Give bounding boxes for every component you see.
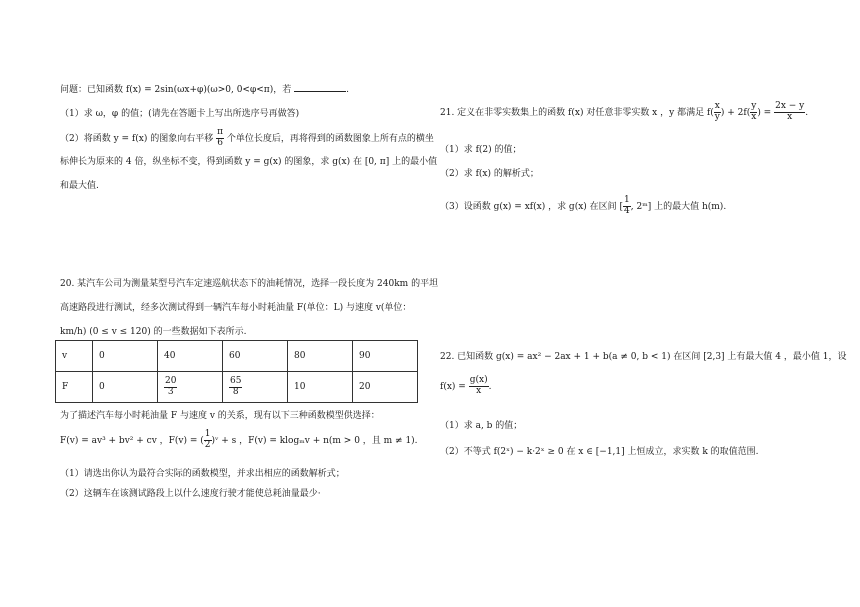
question-intro-end: . — [346, 85, 349, 95]
table-cell — [223, 372, 288, 403]
one-quarter-fraction — [623, 196, 631, 217]
q20-models — [60, 430, 418, 451]
fraction — [164, 377, 177, 398]
table-row — [56, 341, 418, 372]
table-cell: v — [56, 341, 93, 372]
one-half-fraction — [204, 430, 212, 451]
part2-text-b: 个单位长度后，再将得到的函数图象上所有点的横坐 — [226, 133, 434, 144]
models-text-b: )ᵛ + s ，F(v) = klogₘv + n(m > 0 ，且 m ≠ 1). — [211, 435, 418, 446]
q20-sub2: （2）这辆车在该测试路段上以什么速度行驶才能使总耗油量最少· — [60, 489, 321, 499]
table-row — [56, 372, 418, 403]
frac-denominator: 2 — [204, 439, 211, 450]
q20-sub1: （1）请选出你认为最符合实际的函数模型，并求出相应的函数解析式； — [60, 469, 345, 479]
question-part2-line2: 标伸长为原来的 4 倍，纵坐标不变，得到函数 y = g(x) 的图象，求 g(x) 在 [0, π] 上的最小值 — [60, 157, 438, 167]
frac-numerator: y — [751, 101, 757, 111]
fraction — [714, 102, 721, 123]
frac-numerator: 1 — [204, 429, 211, 439]
frac-numerator: x — [714, 101, 720, 111]
q21-sub3 — [440, 196, 726, 217]
table-cell — [158, 372, 223, 403]
question-part2 — [60, 128, 434, 149]
answer-blank — [294, 82, 346, 92]
frac-numerator: g(x) — [469, 375, 488, 385]
q22-end: . — [488, 381, 492, 392]
q22-text-a: f(x) = — [440, 381, 466, 392]
frac-denominator: x — [787, 111, 793, 122]
question-part2-line3: 和最大值. — [60, 181, 99, 191]
frac-numerator: 65 — [230, 375, 242, 386]
q22-sub1: （1）求 a, b 的值； — [440, 421, 523, 431]
q21-sub2: （2）求 f(x) 的解析式； — [440, 169, 539, 179]
q21-statement — [440, 102, 808, 123]
table-cell: 10 — [288, 372, 353, 403]
question-part1: （1）求 ω，φ 的值；(请先在答题卡上写出所选序号再做答) — [60, 109, 300, 119]
fraction — [469, 376, 489, 397]
q21-end: . — [805, 107, 809, 118]
frac-numerator: 20 — [165, 375, 177, 386]
q21-sub3-text-a: （3）设函数 g(x) = xf(x) ，求 g(x) 在区间 [ — [440, 201, 624, 212]
part2-text-a: （2）将函数 y = f(x) 的图象向右平移 — [60, 133, 214, 144]
table-cell: F — [56, 372, 93, 403]
q21-text-b: ) + 2f( — [720, 107, 751, 118]
q21-sub1: （1）求 f(2) 的值； — [440, 145, 522, 155]
q20-line2: 高速路段进行测试，经多次测试得到一辆汽车每小时耗油量 F(单位：L) 与速度 v(单位： — [60, 303, 412, 313]
q22-sub2: （2）不等式 f(2ˣ) − k·2ˣ ≥ 0 在 x ∈ [−1,1] 上恒成立，求实数 k 的取值范围. — [440, 447, 759, 457]
q20-line3: km/h) (0 ≤ v ≤ 120) 的一些数据如下表所示. — [60, 327, 247, 337]
q20-line1: 20. 某汽车公司为测量某型号汽车定速巡航状态下的油耗情况，选择一段长度为 240km 的平坦 — [60, 279, 439, 289]
fraction — [774, 102, 805, 123]
q22-line2 — [440, 376, 491, 397]
table-cell: 0 — [93, 372, 158, 403]
table-cell: 80 — [288, 341, 353, 372]
frac-denominator: x — [476, 385, 482, 396]
table-cell: 90 — [353, 341, 418, 372]
frac-denominator: y — [714, 111, 720, 122]
table-cell: 40 — [158, 341, 223, 372]
frac-denominator: 6 — [217, 137, 223, 148]
frac-denominator: 8 — [232, 386, 239, 397]
q21-text-c: ) = — [757, 107, 772, 118]
frac-denominator: 3 — [167, 386, 174, 397]
table-cell: 0 — [93, 341, 158, 372]
question-intro — [60, 82, 349, 95]
pi-over-6-fraction — [216, 128, 224, 149]
q21-text-a: 21. 定义在非零实数集上的函数 f(x) 对任意非零实数 x ，y 都满足 f( — [440, 107, 714, 118]
table-cell: 60 — [223, 341, 288, 372]
frac-denominator: 4 — [624, 205, 630, 216]
fraction — [229, 377, 242, 398]
frac-denominator: x — [751, 111, 757, 122]
frac-numerator: π — [217, 127, 224, 137]
q22-line1: 22. 已知函数 g(x) = ax² − 2ax + 1 + b(a ≠ 0, b < 1) 在区间 [2,3] 上有最大值 4 ，最小值 1，设 — [440, 352, 847, 362]
frac-numerator: 1 — [624, 195, 630, 205]
q20-line4: 为了描述汽车每小时耗油量 F 与速度 v 的关系，现有以下三种函数模型供选择： — [60, 411, 380, 421]
models-text-a: F(v) = av³ + bv² + cv ，F(v) = ( — [60, 435, 204, 446]
data-table — [55, 340, 418, 403]
table-cell: 20 — [353, 372, 418, 403]
q21-sub3-text-b: , 2ᵐ] 上的最大值 h(m). — [630, 201, 727, 212]
frac-numerator: 2x − y — [775, 101, 805, 111]
question-intro-text: 问题：已知函数 f(x) = 2sin(ωx+φ)(ω>0, 0<φ<π)，若 — [60, 85, 292, 95]
